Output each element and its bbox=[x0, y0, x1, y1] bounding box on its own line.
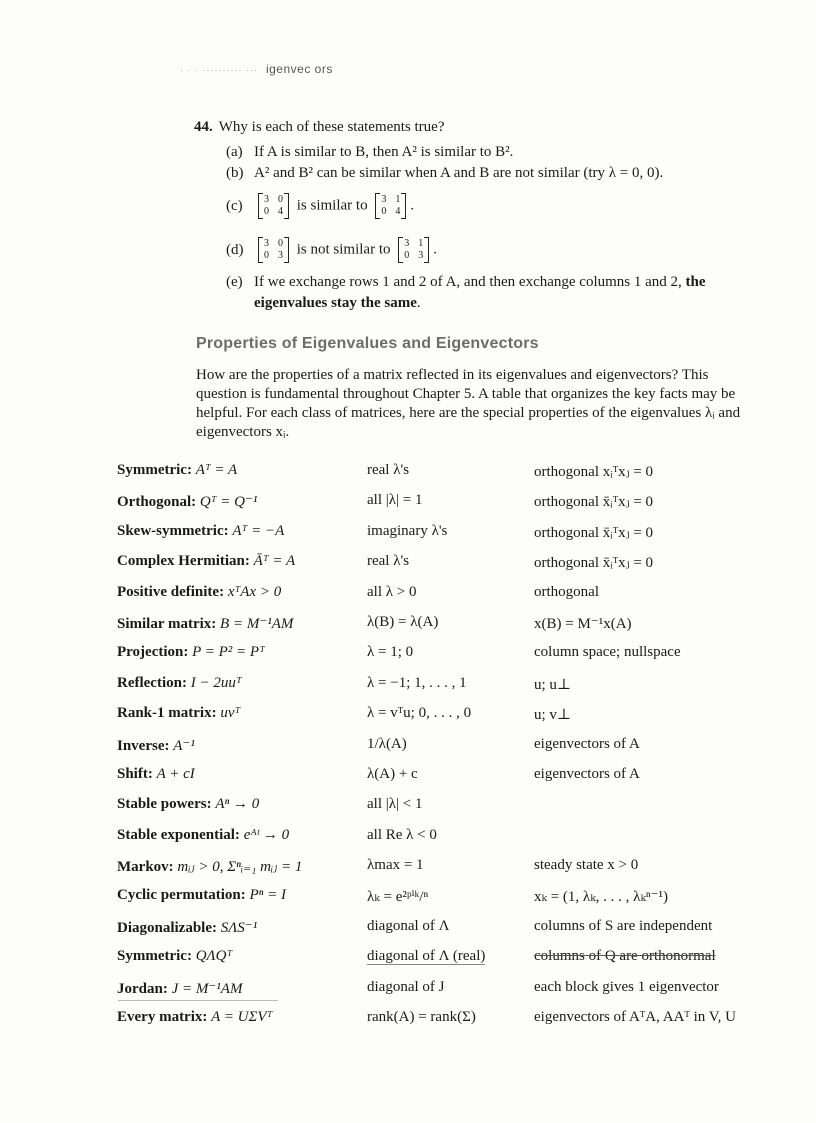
eigenvector-property: columns of S are independent bbox=[534, 917, 713, 934]
class-name: Skew-symmetric: bbox=[117, 522, 229, 539]
matrix-class bbox=[117, 918, 367, 937]
table-row bbox=[117, 948, 777, 978]
table-row bbox=[117, 462, 777, 492]
eigenvalue-property: λ = 1; 0 bbox=[367, 644, 414, 661]
problem-question: Why is each of these statements true? bbox=[218, 119, 445, 135]
matrix-class bbox=[117, 584, 367, 601]
eigenvalue-property: diagonal of Λ (real) bbox=[367, 948, 486, 965]
class-name: Every matrix: bbox=[117, 1009, 208, 1026]
pencil-underline bbox=[118, 1000, 278, 1001]
problem-number: 44. bbox=[194, 119, 213, 135]
eigenvalue-property: all λ > 0 bbox=[367, 583, 417, 600]
table-row bbox=[117, 492, 777, 522]
problem-part-d: (d) 3 0 0 3 is not similar to 3 1 0 3 . bbox=[226, 238, 437, 261]
part-label: (b) bbox=[226, 165, 244, 181]
eigenvalue-property: diagonal of J bbox=[367, 978, 445, 995]
eigenvalue-property: λₖ = e²ᵖⁱᵏ/ⁿ bbox=[367, 889, 429, 906]
matrix-class bbox=[117, 492, 367, 511]
eigenvalue-property: real λ's bbox=[367, 462, 410, 478]
class-name: Reflection: bbox=[117, 674, 187, 691]
eigenvector-property: eigenvectors of AᵀA, AAᵀ in V, U bbox=[534, 1009, 736, 1026]
eigenvalue-property: λmax = 1 bbox=[367, 857, 424, 874]
eigenvector-property: eigenvectors of A bbox=[534, 735, 640, 752]
class-name: Shift: bbox=[117, 765, 153, 782]
class-name: Cyclic permutation: bbox=[117, 887, 246, 904]
eigenvector-property: xₖ = (1, λₖ, . . . , λₖⁿ⁻¹) bbox=[534, 889, 669, 906]
problem-part-a bbox=[226, 142, 764, 163]
class-name: Inverse: bbox=[117, 737, 170, 754]
eigenvector-property: orthogonal bbox=[534, 583, 599, 600]
eigenvalue-property: λ(A) + c bbox=[367, 765, 418, 782]
class-name: Orthogonal: bbox=[117, 494, 197, 511]
part-label: (c) bbox=[226, 197, 243, 214]
matrix-right: 3 1 0 4 bbox=[375, 193, 406, 219]
class-formula: P = P² = Pᵀ bbox=[192, 644, 265, 661]
problem-question-line bbox=[194, 117, 764, 138]
table-row bbox=[117, 553, 777, 583]
table-row bbox=[117, 979, 777, 1009]
class-name: Similar matrix: bbox=[117, 615, 217, 632]
eigenvector-property: column space; nullspace bbox=[534, 644, 681, 661]
matrix-class bbox=[117, 614, 367, 633]
matrix-class bbox=[117, 887, 367, 904]
eigenvector-property: eigenvectors of A bbox=[534, 765, 640, 782]
matrix-class bbox=[117, 948, 367, 965]
part-label: (a) bbox=[226, 144, 243, 160]
eigenvector-property: x(B) = M⁻¹x(A) bbox=[534, 615, 632, 632]
table-row bbox=[117, 766, 777, 796]
eigenvector-property: orthogonal x̄ᵢᵀxⱼ = 0 bbox=[534, 524, 654, 541]
running-head-text: igenvec ors bbox=[265, 62, 333, 76]
eigenvector-property: columns of Q are orthonormal bbox=[534, 948, 716, 965]
table-row bbox=[117, 1009, 777, 1039]
table-row bbox=[117, 918, 777, 948]
table-row bbox=[117, 675, 777, 705]
problem-parts bbox=[226, 142, 764, 314]
eigenvalue-property: imaginary λ's bbox=[367, 522, 448, 539]
matrix-class bbox=[117, 1009, 367, 1026]
class-name: Rank-1 matrix: bbox=[117, 705, 217, 722]
class-formula: A + cI bbox=[156, 765, 195, 782]
part-text: If we exchange rows 1 and 2 of A, and then exchange columns 1 and 2, the eigenvalues stay the same. bbox=[254, 274, 706, 311]
table-row bbox=[117, 827, 777, 857]
matrix-class bbox=[117, 827, 367, 844]
matrix-class bbox=[117, 796, 367, 813]
eigenvector-property: orthogonal x̄ᵢᵀxⱼ = 0 bbox=[534, 555, 654, 572]
part-label: (d) bbox=[226, 241, 244, 258]
part-text: If A is similar to B, then A² is similar to B². bbox=[254, 144, 514, 160]
problem-part-b bbox=[226, 163, 764, 184]
class-formula: xᵀAx > 0 bbox=[227, 583, 282, 600]
part-label: (e) bbox=[226, 274, 243, 290]
class-formula: eᴬᵗ → 0 bbox=[243, 826, 290, 843]
eigenvector-property: orthogonal xᵢᵀxⱼ = 0 bbox=[534, 464, 654, 480]
class-formula: mᵢⱼ > 0, Σⁿᵢ₌₁ mᵢⱼ = 1 bbox=[177, 859, 303, 876]
matrix-class bbox=[117, 857, 367, 876]
matrix-right: 3 1 0 3 bbox=[398, 237, 429, 263]
eigenvalue-property: λ = vᵀu; 0, . . . , 0 bbox=[367, 705, 472, 722]
class-formula: Āᵀ = A bbox=[253, 553, 296, 570]
class-formula: Aᵀ = A bbox=[195, 462, 238, 478]
class-formula: J = M⁻¹AM bbox=[171, 980, 243, 997]
problem-44 bbox=[194, 117, 764, 314]
eigenvector-property: u; u⊥ bbox=[534, 676, 572, 693]
class-formula: I − 2uuᵀ bbox=[190, 674, 242, 691]
class-name: Markov: bbox=[117, 859, 174, 876]
running-head bbox=[180, 62, 333, 76]
eigenvalue-property: λ = −1; 1, . . . , 1 bbox=[367, 674, 467, 691]
matrix-left: 3 0 0 4 bbox=[258, 193, 289, 219]
table-row bbox=[117, 857, 777, 887]
eigenvector-property: orthogonal x̄ᵢᵀxⱼ = 0 bbox=[534, 494, 654, 511]
properties-table bbox=[117, 462, 777, 1039]
class-formula: A = UΣVᵀ bbox=[211, 1009, 273, 1026]
matrix-class bbox=[117, 644, 367, 661]
eigenvector-property: steady state x > 0 bbox=[534, 857, 639, 874]
matrix-class bbox=[117, 675, 367, 692]
class-name: Positive definite: bbox=[117, 583, 225, 600]
class-formula: QΛQᵀ bbox=[195, 948, 233, 965]
class-name: Stable exponential: bbox=[117, 826, 240, 843]
problem-part-c: (c) 3 0 0 4 is similar to 3 1 0 4 . bbox=[226, 194, 415, 217]
eigenvalue-property: all |λ| = 1 bbox=[367, 492, 423, 509]
matrix-class bbox=[117, 523, 367, 540]
class-formula: B = M⁻¹AM bbox=[220, 615, 294, 632]
table-row bbox=[117, 705, 777, 735]
matrix-class bbox=[117, 705, 367, 722]
eigenvalue-property: λ(B) = λ(A) bbox=[367, 613, 439, 630]
table-row bbox=[117, 796, 777, 826]
eigenvalue-property: all Re λ < 0 bbox=[367, 826, 437, 843]
part-text: A² and B² can be similar when A and B are not similar (try λ = 0, 0). bbox=[254, 165, 664, 181]
class-name: Symmetric: bbox=[117, 948, 192, 965]
eigenvalue-property: 1/λ(A) bbox=[367, 735, 407, 752]
section-title: Properties of Eigenvalues and Eigenvectors bbox=[196, 335, 539, 352]
matrix-class bbox=[117, 736, 367, 755]
eigenvalue-property: all |λ| < 1 bbox=[367, 796, 423, 813]
eigenvalue-property: diagonal of Λ bbox=[367, 917, 450, 934]
class-formula: uvᵀ bbox=[220, 705, 241, 722]
matrix-class bbox=[117, 462, 367, 479]
class-formula: Qᵀ = Q⁻¹ bbox=[199, 494, 258, 511]
table-row bbox=[117, 644, 777, 674]
class-name: Projection: bbox=[117, 644, 189, 661]
part-middle-text: is not similar to bbox=[296, 241, 391, 258]
class-name: Symmetric: bbox=[117, 462, 192, 478]
eigenvalue-property: rank(A) = rank(Σ) bbox=[367, 1009, 476, 1026]
table-row bbox=[117, 887, 777, 917]
table-row bbox=[117, 523, 777, 553]
class-formula: A⁻¹ bbox=[173, 737, 195, 754]
running-head-dashes: · · · ·········· ··· bbox=[180, 65, 258, 75]
class-name: Stable powers: bbox=[117, 796, 212, 813]
matrix-class bbox=[117, 553, 367, 570]
table-row bbox=[117, 736, 777, 766]
class-formula: Aᵀ = −A bbox=[232, 522, 285, 539]
matrix-class bbox=[117, 979, 367, 998]
eigenvector-property: each block gives 1 eigenvector bbox=[534, 978, 719, 995]
class-name: Complex Hermitian: bbox=[117, 553, 250, 570]
section-intro: How are the properties of a matrix reflected in its eigenvalues and eigenvectors? This question is fundamental throughout Chapter 5. A table that organizes the key facts may be helpful. For each class of matrices, here are the special properties of the eigenvalues λᵢ and eigenvectors xᵢ. bbox=[196, 367, 741, 440]
class-name: Diagonalizable: bbox=[117, 919, 217, 936]
class-name: Jordan: bbox=[117, 980, 168, 997]
matrix-left: 3 0 0 3 bbox=[258, 237, 289, 263]
eigenvector-property: u; v⊥ bbox=[534, 707, 572, 724]
table-row bbox=[117, 614, 777, 644]
eigenvalue-property: real λ's bbox=[367, 553, 410, 570]
table-row bbox=[117, 584, 777, 614]
problem-part-e bbox=[226, 272, 764, 314]
part-middle-text: is similar to bbox=[296, 197, 368, 214]
class-formula: Aⁿ → 0 bbox=[215, 796, 260, 813]
matrix-class bbox=[117, 766, 367, 783]
class-formula: Pⁿ = I bbox=[249, 887, 286, 904]
class-formula: SΛS⁻¹ bbox=[220, 919, 258, 936]
